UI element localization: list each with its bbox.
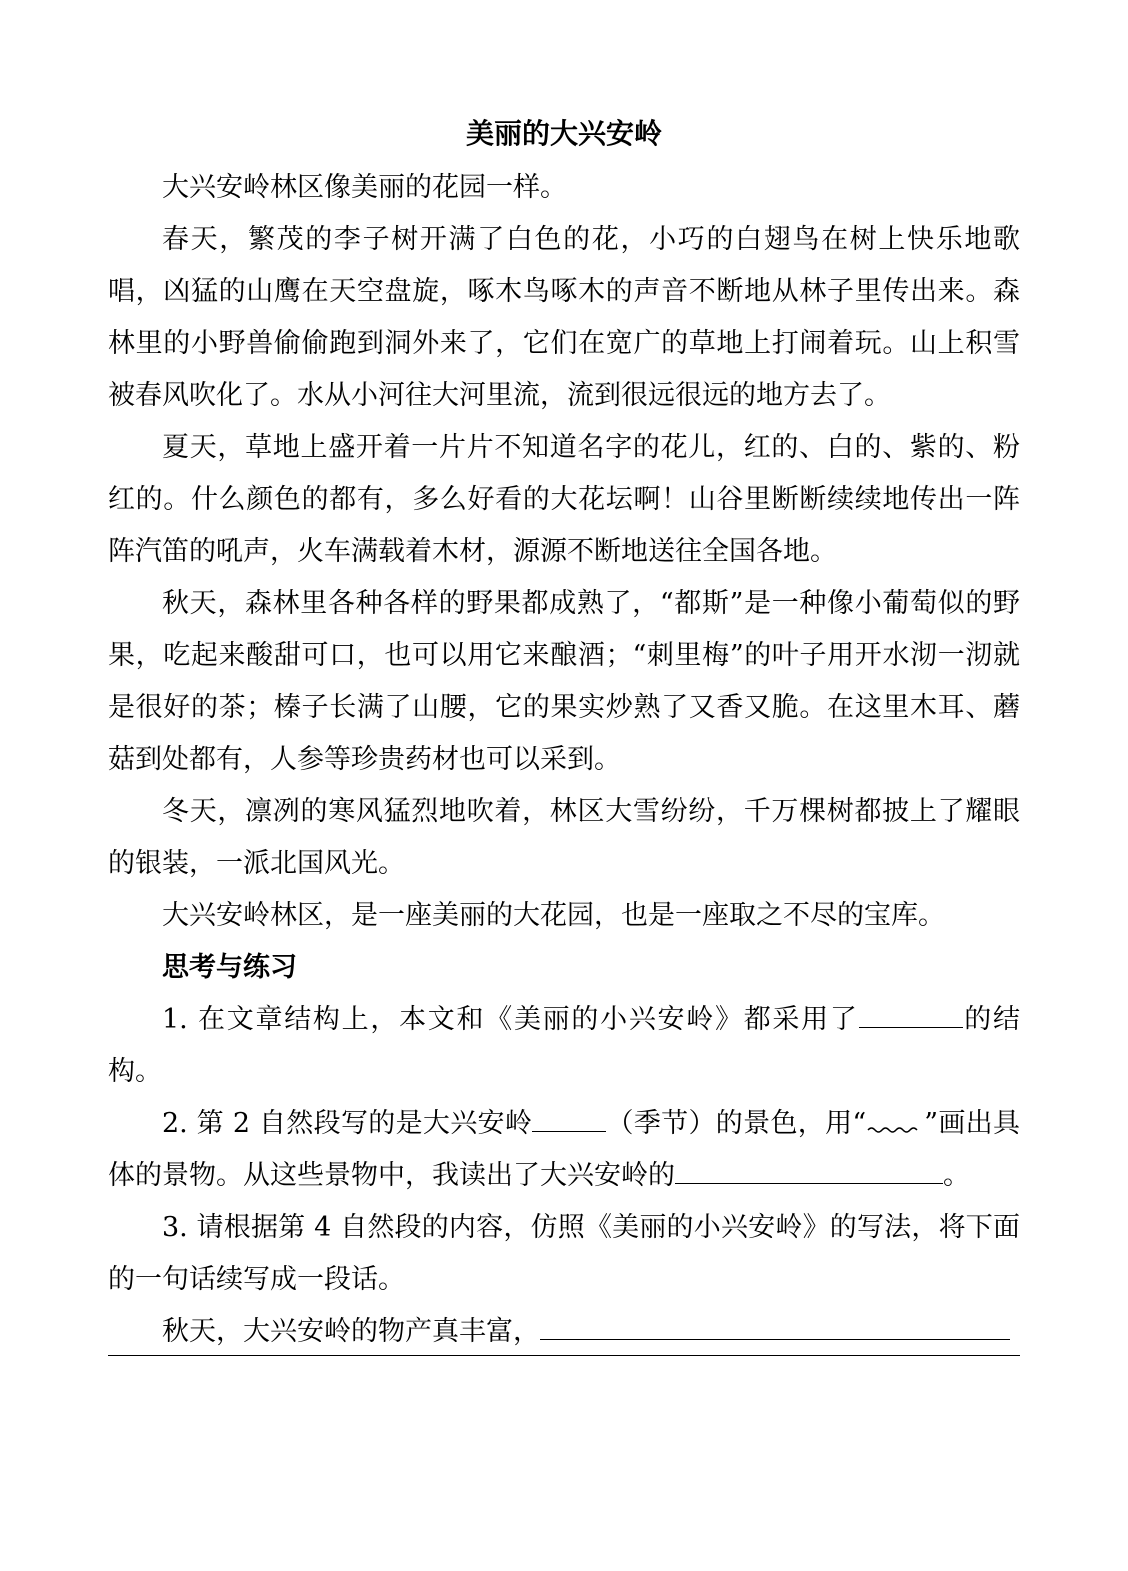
question-3: 3. 请根据第 4 自然段的内容，仿照《美丽的小兴安岭》的写法，将下面的一句话续写成一段话。 xyxy=(108,1212,1020,1295)
paragraph-intro: 大兴安岭林区像美丽的花园一样。 xyxy=(162,172,567,203)
paragraph-summer: 夏天，草地上盛开着一片片不知道名字的花儿，红的、白的、紫的、粉红的。什么颜色的都有，多么好看的大花坛啊！山谷里断断续续地传出一阵阵汽笛的吼声，火车满载着木材，源源不断地送往全国各地。 xyxy=(108,432,1020,567)
question-1-text: 1. 在文章结构上，本文和《美丽的小兴安岭》都采用了 xyxy=(162,1004,859,1035)
answer-line[interactable] xyxy=(108,1355,1020,1356)
continuation-prompt xyxy=(108,1306,1020,1358)
paragraph-winter: 冬天，凛冽的寒风猛烈地吹着，林区大雪纷纷，千万棵树都披上了耀眼的银装，一派北国风光。 xyxy=(108,796,1020,879)
question-1-text-end: 的结构。 xyxy=(108,1004,1021,1087)
question-2-text-d: 。 xyxy=(943,1160,970,1191)
question-2-text-a: 2. 第 2 自然段写的是大兴安岭 xyxy=(162,1108,533,1139)
article-content xyxy=(108,110,1020,1358)
paragraph-autumn: 秋天，森林里各种各样的野果都成熟了，“都斯”是一种像小葡萄似的野果，吃起来酸甜可口，也可以用它来酿酒；“刺里梅”的叶子用开水沏一沏就是很好的茶；榛子长满了山腰，它的果实炒熟了又香又脆。在这里木耳、蘑菇到处都有，人参等珍贵药材也可以采到。 xyxy=(108,588,1020,775)
question-2 xyxy=(108,1098,1020,1202)
exercise-heading: 思考与练习 xyxy=(162,952,297,983)
question-1-blank[interactable] xyxy=(859,999,963,1028)
paragraph-spring: 春天，繁茂的李子树开满了白色的花，小巧的白翅鸟在树上快乐地歌唱，凶猛的山鹰在天空盘旋，啄木鸟啄木的声音不断地从林子里传出来。森林里的小野兽偷偷跑到洞外来了，它们在宽广的草地上打闹着玩。山上积雪被春风吹化了。水从小河往大河里流，流到很远很远的地方去了。 xyxy=(108,224,1020,411)
wavy-underline-icon xyxy=(866,1108,924,1138)
paragraph-conclusion: 大兴安岭林区，是一座美丽的大花园，也是一座取之不尽的宝库。 xyxy=(162,900,945,931)
question-2-text-c: ”画出具体的景物。从这些景物中，我读出了大兴安岭的 xyxy=(108,1108,1021,1191)
question-2-season-blank[interactable] xyxy=(532,1103,606,1132)
question-2-feature-blank[interactable] xyxy=(675,1155,943,1184)
continuation-blank[interactable] xyxy=(540,1311,1010,1340)
article-title: 美丽的大兴安岭 xyxy=(465,117,662,150)
continuation-prompt-text: 秋天，大兴安岭的物产真丰富， xyxy=(162,1316,540,1347)
question-1 xyxy=(108,994,1020,1098)
question-2-text-b: （季节）的景色，用“ xyxy=(606,1108,867,1139)
